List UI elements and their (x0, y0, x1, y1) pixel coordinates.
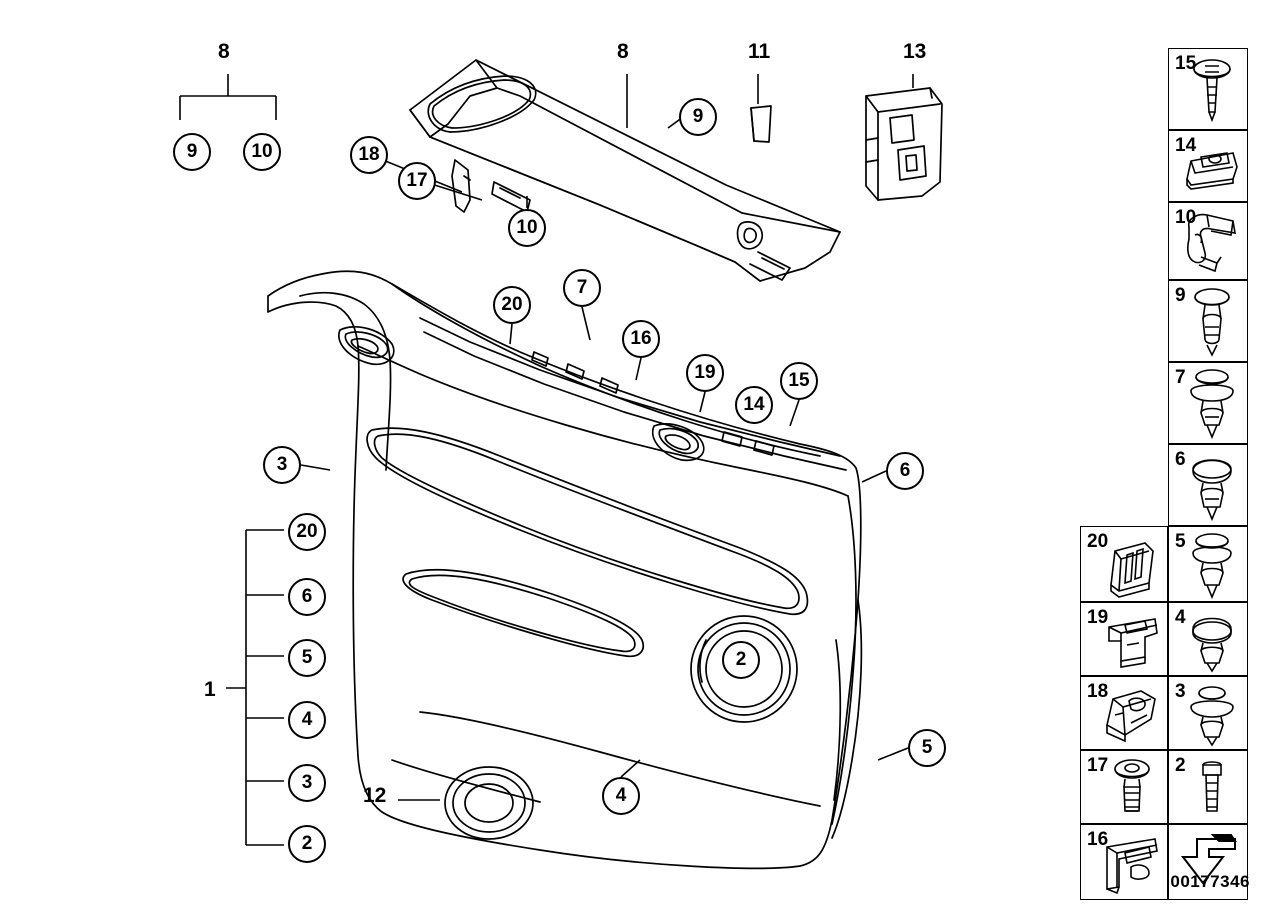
legend-cell-2: 2 (1168, 750, 1248, 824)
callout-6-left: 6 (288, 578, 326, 616)
spring-clamp-icon (1181, 205, 1243, 277)
callout-15: 15 (780, 362, 818, 400)
callout-6-right: 6 (886, 452, 924, 490)
callout-5-right: 5 (908, 729, 946, 767)
plug-rivet-icon (1181, 679, 1243, 747)
callout-16: 16 (622, 320, 660, 358)
legend-cell-5: 5 (1168, 526, 1248, 602)
callout-9-left: 9 (173, 133, 211, 171)
flange-screw-icon (1101, 753, 1163, 821)
callout-19: 19 (686, 354, 724, 392)
screw-icon (1181, 753, 1243, 821)
push-rivet-icon (1181, 283, 1243, 359)
legend-cell-16: 16 (1080, 824, 1168, 900)
legend-cell-6: 6 (1168, 444, 1248, 526)
legend-cell-15: 15 (1168, 48, 1248, 130)
socket-clip-icon (1101, 605, 1163, 673)
callout-3-left-2: 3 (288, 764, 326, 802)
callout-20-left: 20 (288, 513, 326, 551)
bracket-clip-icon (1101, 529, 1163, 599)
callout-5-left: 5 (288, 639, 326, 677)
mushroom-clip-icon (1181, 447, 1243, 523)
callout-18: 18 (350, 136, 388, 174)
callout-2-left: 2 (288, 825, 326, 863)
legend-cell-19: 19 (1080, 602, 1168, 676)
callout-1: 1 (204, 678, 216, 701)
legend-cell-7: 7 (1168, 362, 1248, 444)
callout-3-left: 3 (263, 446, 301, 484)
document-number: 00177346 (1170, 872, 1250, 891)
fastener-legend (1080, 48, 1248, 868)
callout-12: 12 (363, 784, 387, 807)
metal-clip-nut-icon (1181, 133, 1243, 199)
callout-10-left: 10 (243, 133, 281, 171)
screw-hex-head-icon (1181, 51, 1243, 127)
callout-17: 17 (398, 162, 436, 200)
callout-8-top-mid: 8 (617, 40, 629, 63)
hinge-clip-icon (1101, 679, 1163, 747)
legend-cell-17: 17 (1080, 750, 1168, 824)
callout-14: 14 (735, 386, 773, 424)
expanding-clip-icon (1181, 529, 1243, 599)
dome-rivet-icon (1181, 605, 1243, 673)
legend-cell-3: 3 (1168, 676, 1248, 750)
expanding-rivet-icon (1181, 365, 1243, 441)
legend-cell-14: 14 (1168, 130, 1248, 202)
callout-4-bottom: 4 (602, 777, 640, 815)
legend-cell-18: 18 (1080, 676, 1168, 750)
legend-cell-4: 4 (1168, 602, 1248, 676)
callout-8-top-left: 8 (218, 40, 230, 63)
legend-cell-20: 20 (1080, 526, 1168, 602)
callout-13: 13 (903, 40, 927, 63)
flat-clip-icon (1101, 827, 1163, 897)
callout-10-mid: 10 (508, 209, 546, 247)
callout-2-speaker: 2 (722, 641, 760, 679)
legend-cell-9: 9 (1168, 280, 1248, 362)
callout-20-mid: 20 (493, 286, 531, 324)
callout-7: 7 (563, 269, 601, 307)
callout-9-top: 9 (679, 98, 717, 136)
callout-4-left: 4 (288, 701, 326, 739)
callout-11: 11 (748, 40, 771, 63)
legend-cell-10: 10 (1168, 202, 1248, 280)
